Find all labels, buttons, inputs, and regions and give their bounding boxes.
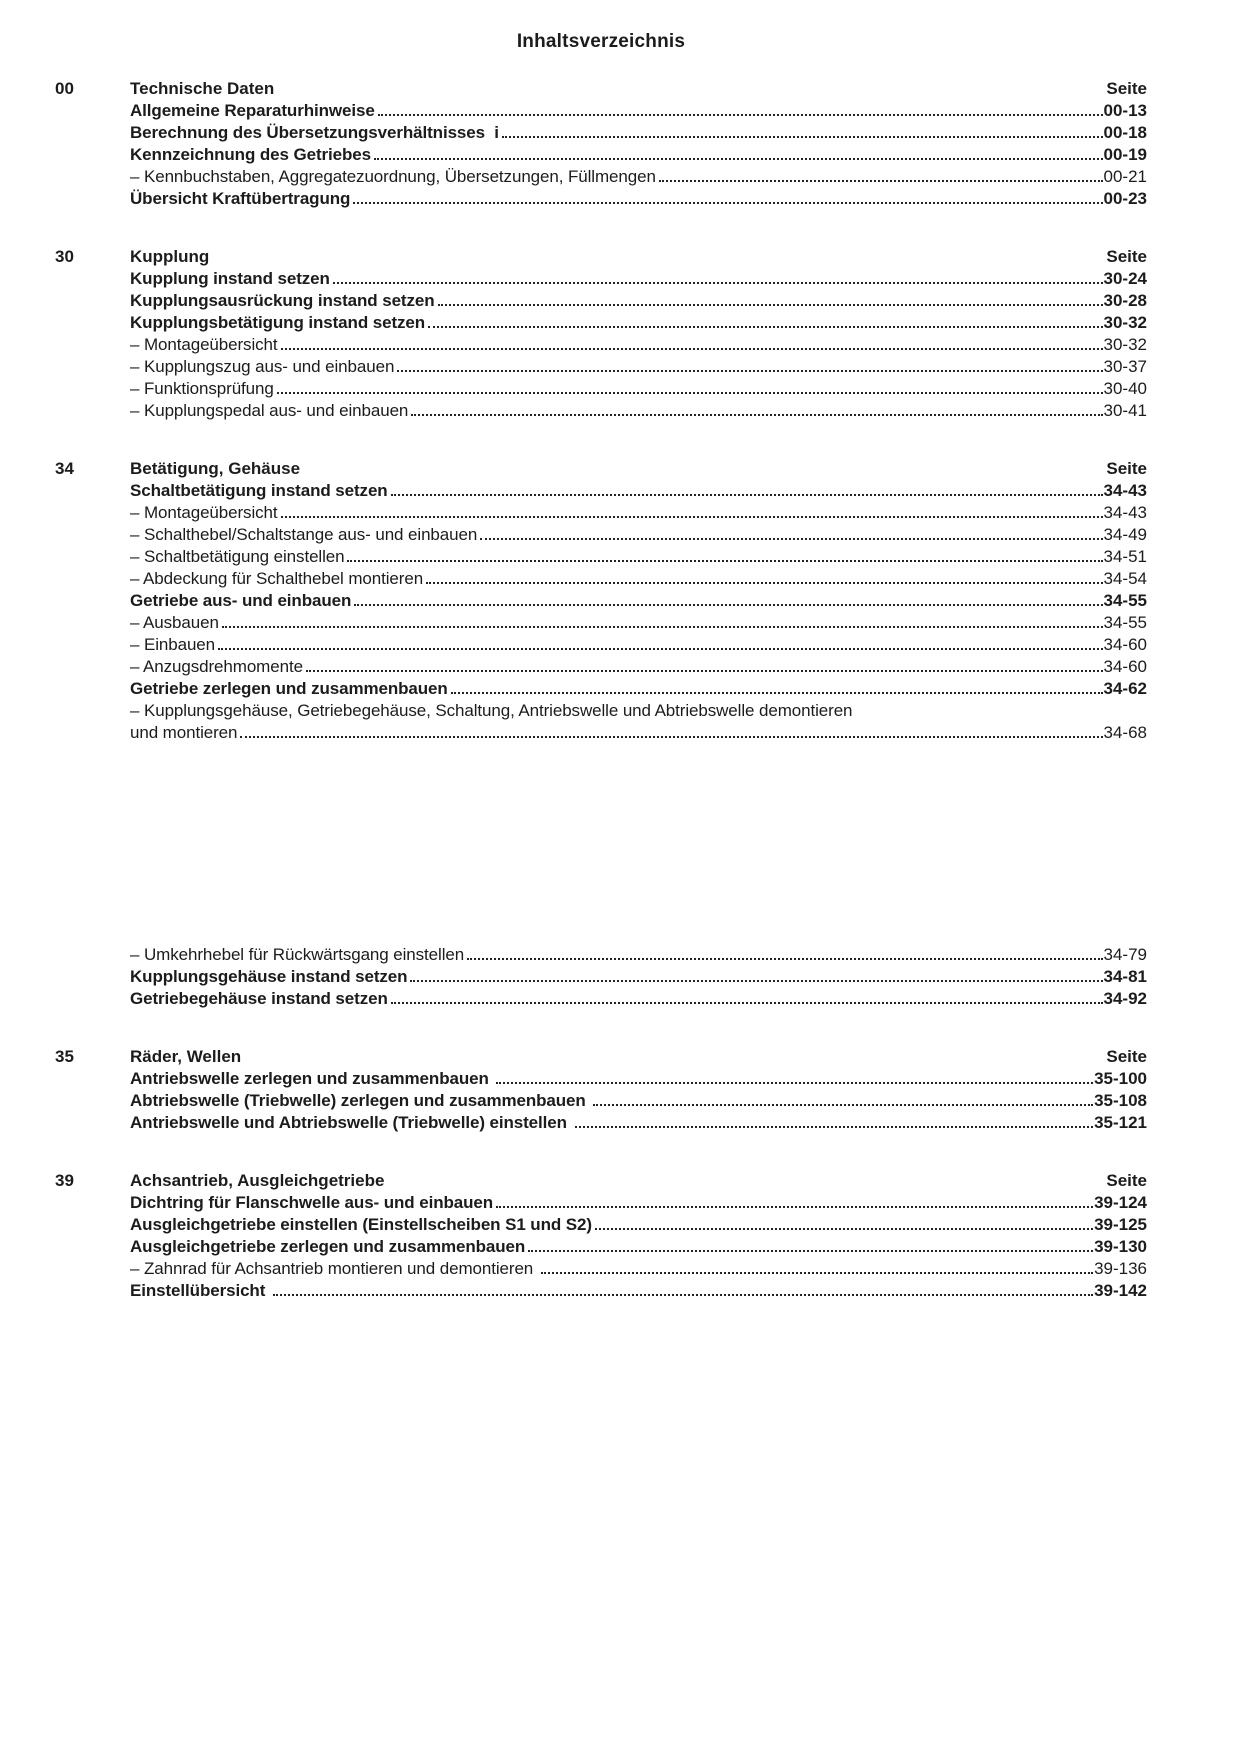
toc-entry-label: – Kupplungszug aus- und einbauen xyxy=(130,357,395,376)
toc-entry-label: – Ausbauen xyxy=(130,613,219,632)
toc-entry-label: Einstellübersicht xyxy=(130,1281,270,1300)
section-header xyxy=(55,246,1147,268)
section-number: 35 xyxy=(55,1047,74,1066)
toc-entry xyxy=(130,312,1147,334)
toc-entry-label: Getriebegehäuse instand setzen xyxy=(130,989,388,1008)
section-header xyxy=(55,1170,1147,1192)
toc-entry-label: Ausgleichgetriebe zerlegen und zusammenbauen xyxy=(130,1237,526,1256)
dot-leader xyxy=(426,582,1102,584)
toc-section-39 xyxy=(55,1170,1147,1302)
toc-section-34 xyxy=(55,458,1147,1010)
toc-entry-label: und montieren xyxy=(130,723,238,742)
dot-leader xyxy=(240,736,1102,738)
dot-leader xyxy=(595,1228,1093,1230)
dot-leader xyxy=(438,304,1103,306)
toc-entry-page-number: 39-130 xyxy=(1094,1237,1147,1256)
toc-entry xyxy=(130,1112,1147,1134)
toc-entry-page-number: 39-124 xyxy=(1094,1193,1147,1212)
toc-entry-page-number: 30-32 xyxy=(1103,335,1147,354)
toc-entry xyxy=(130,1214,1147,1236)
section-entries xyxy=(55,1068,1147,1134)
toc-entry xyxy=(130,524,1147,546)
toc-entry xyxy=(130,1068,1147,1090)
toc-entry-label: – Einbauen xyxy=(130,635,216,654)
toc-entry-label: Abtriebswelle (Triebwelle) zerlegen und zusammenbauen xyxy=(130,1091,591,1110)
toc-entry xyxy=(130,122,1147,144)
toc-entry-page-number: 34-92 xyxy=(1103,989,1147,1008)
dot-leader xyxy=(347,560,1102,562)
section-title: Betätigung, Gehäuse xyxy=(130,459,301,478)
section-entries xyxy=(55,268,1147,422)
toc-entry xyxy=(130,400,1147,422)
seite-column-label: Seite xyxy=(1106,79,1147,98)
toc-entry-page-number: 35-108 xyxy=(1094,1091,1147,1110)
toc-entry xyxy=(130,568,1147,590)
toc-entry xyxy=(130,502,1147,524)
toc-entry xyxy=(130,378,1147,400)
toc-entry-page-number: 34-51 xyxy=(1103,547,1147,566)
toc-entry-page-number: 30-40 xyxy=(1103,379,1147,398)
section-title: Kupplung xyxy=(130,247,210,266)
dot-leader xyxy=(528,1250,1093,1252)
dot-leader xyxy=(333,282,1103,284)
dot-leader xyxy=(496,1206,1093,1208)
dot-leader xyxy=(281,516,1103,518)
toc-entry-label: – Funktionsprüfung xyxy=(130,379,274,398)
toc-entry-label: Übersicht Kraftübertragung xyxy=(130,189,351,208)
toc-entry xyxy=(130,290,1147,312)
seite-column-label: Seite xyxy=(1106,247,1147,266)
dot-leader xyxy=(306,670,1103,672)
toc-entry xyxy=(130,944,1147,966)
toc-entry-page-number: 34-68 xyxy=(1103,723,1147,742)
dot-leader xyxy=(659,180,1103,182)
toc-entry xyxy=(130,144,1147,166)
toc-entry xyxy=(130,678,1147,700)
toc-entry xyxy=(130,1258,1147,1280)
toc-entry-page-number: 34-54 xyxy=(1103,569,1147,588)
toc-entry-page-number: 34-55 xyxy=(1103,613,1147,632)
toc-entry-label: Getriebe aus- und einbauen xyxy=(130,591,352,610)
seite-column-label: Seite xyxy=(1106,459,1147,478)
toc-section-30 xyxy=(55,246,1147,422)
toc-entry-page-number: 34-79 xyxy=(1103,945,1147,964)
toc-entry-label: Getriebe zerlegen und zusammenbauen xyxy=(130,679,448,698)
toc-entry-label: Schaltbetätigung instand setzen xyxy=(130,481,388,500)
toc-entry-page-number: 34-60 xyxy=(1103,635,1147,654)
toc-entry-page-number: 39-142 xyxy=(1094,1281,1147,1300)
dot-leader xyxy=(281,348,1103,350)
toc-entry xyxy=(130,356,1147,378)
toc-section-35 xyxy=(55,1046,1147,1134)
toc-entry-page-number: 34-81 xyxy=(1103,967,1147,986)
toc-entry-label: Antriebswelle und Abtriebswelle (Triebwelle) einstellen xyxy=(130,1113,572,1132)
toc-entry xyxy=(130,966,1147,988)
dot-leader xyxy=(541,1272,1093,1274)
toc-entry-label: – Anzugsdrehmomente xyxy=(130,657,303,676)
dot-leader xyxy=(411,414,1102,416)
seite-column-label: Seite xyxy=(1106,1171,1147,1190)
toc-entry-page-number: 30-24 xyxy=(1103,269,1147,288)
section-number: 00 xyxy=(55,79,74,98)
seite-column-label: Seite xyxy=(1106,1047,1147,1066)
toc-entry xyxy=(130,1236,1147,1258)
toc-entry xyxy=(130,1280,1147,1302)
toc-entry-page-number: 34-60 xyxy=(1103,657,1147,676)
section-title: Achsantrieb, Ausgleichgetriebe xyxy=(130,1171,385,1190)
dot-leader xyxy=(218,648,1102,650)
toc-entry xyxy=(130,590,1147,612)
toc-entry-label: Allgemeine Reparaturhinweise xyxy=(130,101,375,120)
toc-entry xyxy=(130,166,1147,188)
toc-entry-page-number: 35-121 xyxy=(1094,1113,1147,1132)
toc-entry-page-number: 34-43 xyxy=(1103,481,1147,500)
toc-entry xyxy=(130,988,1147,1010)
dot-leader xyxy=(496,1082,1093,1084)
toc-entry-page-number: 30-37 xyxy=(1103,357,1147,376)
dot-leader xyxy=(391,494,1103,496)
toc-entry-page-number: 39-125 xyxy=(1094,1215,1147,1234)
toc-entry xyxy=(130,722,1147,744)
toc-entry xyxy=(130,656,1147,678)
section-header xyxy=(55,78,1147,100)
dot-leader xyxy=(575,1126,1094,1128)
toc-entry-label: – Kupplungsgehäuse, Getriebegehäuse, Schaltung, Antriebswelle und Abtriebswelle demontieren xyxy=(130,701,853,720)
toc-entry-page-number: 00-21 xyxy=(1103,167,1147,186)
dot-leader xyxy=(480,538,1102,540)
section-entries xyxy=(55,480,1147,1010)
toc-entry-label: – Zahnrad für Achsantrieb montieren und demontieren xyxy=(130,1259,538,1278)
toc-entry-page-number: 30-32 xyxy=(1103,313,1147,332)
toc-entry-page-number: 34-62 xyxy=(1103,679,1147,698)
dot-leader xyxy=(277,392,1103,394)
toc-entry-page-number: 34-43 xyxy=(1103,503,1147,522)
toc-entry-page-number: 35-100 xyxy=(1094,1069,1147,1088)
toc-entry-label: – Kupplungspedal aus- und einbauen xyxy=(130,401,409,420)
dot-leader xyxy=(428,326,1102,328)
dot-leader xyxy=(397,370,1102,372)
dot-leader xyxy=(222,626,1103,628)
toc-entry-page-number: 00-19 xyxy=(1103,145,1147,164)
toc-entry xyxy=(130,100,1147,122)
dot-leader xyxy=(593,1104,1093,1106)
toc-entry xyxy=(130,546,1147,568)
toc-entry-label: Kupplungsausrückung instand setzen xyxy=(130,291,435,310)
toc-entry-page-number: 30-41 xyxy=(1103,401,1147,420)
section-title: Technische Daten xyxy=(130,79,275,98)
toc-entry-label: – Abdeckung für Schalthebel montieren xyxy=(130,569,424,588)
toc-entry xyxy=(130,700,1147,722)
toc-entry-label: Kupplungsgehäuse instand setzen xyxy=(130,967,408,986)
toc-entry-label: Antriebswelle zerlegen und zusammenbauen xyxy=(130,1069,494,1088)
toc-entry-label: Berechnung des Übersetzungsverhältnisses i xyxy=(130,123,499,142)
toc-entry-page-number: 00-23 xyxy=(1103,189,1147,208)
toc-entry xyxy=(130,612,1147,634)
toc-entry xyxy=(130,634,1147,656)
section-number: 30 xyxy=(55,247,74,266)
toc-sections xyxy=(55,78,1147,1302)
toc-entry xyxy=(130,1090,1147,1112)
toc-entry-label: – Umkehrhebel für Rückwärtsgang einstellen xyxy=(130,945,465,964)
toc-entry-page-number: 00-18 xyxy=(1103,123,1147,142)
page-title: Inhaltsverzeichnis xyxy=(516,31,686,52)
dot-leader xyxy=(467,958,1102,960)
toc-entry-label: Ausgleichgetriebe einstellen (Einstellscheiben S1 und S2) xyxy=(130,1215,592,1234)
toc-entry xyxy=(130,188,1147,210)
dot-leader xyxy=(353,202,1102,204)
toc-entry-page-number: 34-49 xyxy=(1103,525,1147,544)
section-title: Räder, Wellen xyxy=(130,1047,242,1066)
toc-entry-label: – Montageübersicht xyxy=(130,503,278,522)
section-number: 34 xyxy=(55,459,74,478)
toc-entry-label: – Schalthebel/Schaltstange aus- und einbauen xyxy=(130,525,478,544)
dot-leader xyxy=(273,1294,1093,1296)
dot-leader xyxy=(410,980,1102,982)
toc-entry-page-number: 30-28 xyxy=(1103,291,1147,310)
toc-entry xyxy=(130,480,1147,502)
toc-entry-label: Kupplung instand setzen xyxy=(130,269,330,288)
section-header xyxy=(55,458,1147,480)
toc-entry-page-number: 00-13 xyxy=(1103,101,1147,120)
toc-entry xyxy=(130,334,1147,356)
dot-leader xyxy=(374,158,1102,160)
section-number: 39 xyxy=(55,1171,74,1190)
toc-section-00 xyxy=(55,78,1147,210)
toc-entry-label: – Montageübersicht xyxy=(130,335,278,354)
dot-leader xyxy=(354,604,1102,606)
toc-entry-page-number: 39-136 xyxy=(1094,1259,1147,1278)
toc-entry-label: – Kennbuchstaben, Aggregatezuordnung, Übersetzungen, Füllmengen xyxy=(130,167,656,186)
section-entries xyxy=(55,100,1147,210)
dot-leader xyxy=(391,1002,1103,1004)
toc-entry-label: – Schaltbetätigung einstellen xyxy=(130,547,345,566)
toc-entry-label: Kennzeichnung des Getriebes xyxy=(130,145,372,164)
toc-entry xyxy=(130,268,1147,290)
dot-leader xyxy=(502,136,1103,138)
toc-entry xyxy=(130,1192,1147,1214)
section-entries xyxy=(55,1192,1147,1302)
toc-entry-page-number: 34-55 xyxy=(1103,591,1147,610)
toc-entry-label: Dichtring für Flanschwelle aus- und einbauen xyxy=(130,1193,494,1212)
dot-leader xyxy=(451,692,1103,694)
dot-leader xyxy=(378,114,1103,116)
toc-entry-label: Kupplungsbetätigung instand setzen xyxy=(130,313,426,332)
section-header xyxy=(55,1046,1147,1068)
